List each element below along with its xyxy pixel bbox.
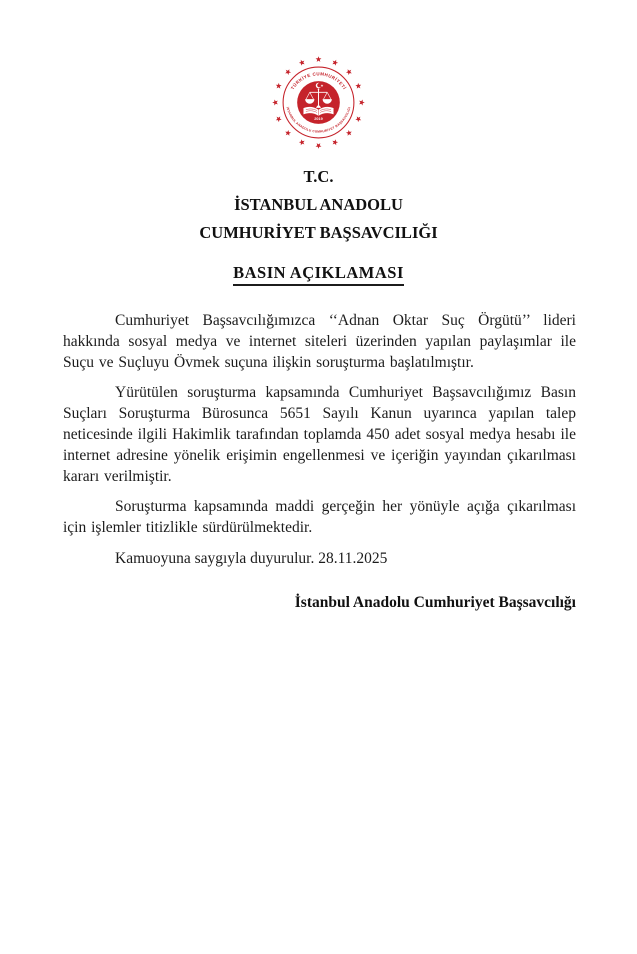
paragraph-3: Soruşturma kapsamında maddi gerçeğin her yönüyle açığa çıkarılması için işlemler titizlikle sürdürülmektedir.	[63, 498, 576, 536]
closing-announcement: Kamuoyuna saygıyla duyurulur. 28.11.2025	[115, 550, 388, 567]
paragraph-1: Cumhuriyet Başsavcılığımızca ‘‘Adnan Oktar Suç Örgütü’’ lideri hakkında sosyal medya ve internet siteleri üzerinden yapılan paylaşımlar ile Suçu ve Suçluyu Övmek suçuna ilişkin soruşturma başlatılmıştır.	[63, 312, 576, 371]
seal-bottom-text: İSTANBUL ANADOLU CUMHURİYET BAŞSAVCILIĞI	[285, 106, 352, 134]
letterhead	[0, 163, 637, 247]
signature: İstanbul Anadolu Cumhuriyet Başsavcılığı	[294, 594, 576, 611]
letterhead-office: CUMHURİYET BAŞSAVCILIĞI	[199, 223, 438, 242]
paragraph-2: Yürütülen soruşturma kapsamında Cumhuriyet Başsavcılığımız Basın Suçları Soruşturma Bürosunca 5651 Sayılı Kanun uyarınca yapılan talep neticesinde ilgili Hakimlik tarafından toplamda 450 adet sosyal medya hesabı ile internet adresine yönelik erişimin engellenmesi ve içeriğin yayından çıkarılması kararı verilmiştir.	[63, 384, 576, 485]
letterhead-tc: T.C.	[303, 167, 334, 186]
press-release-page	[0, 54, 637, 954]
document-title: BASIN AÇIKLAMASI	[233, 263, 404, 286]
prosecutor-seal-icon	[270, 54, 367, 151]
letterhead-city: İSTANBUL ANADOLU	[234, 195, 403, 214]
document-body	[0, 310, 637, 612]
seal-year: 2019	[314, 117, 323, 122]
seal-top-text: TÜRKİYE CUMHURİYETİ	[289, 71, 348, 91]
